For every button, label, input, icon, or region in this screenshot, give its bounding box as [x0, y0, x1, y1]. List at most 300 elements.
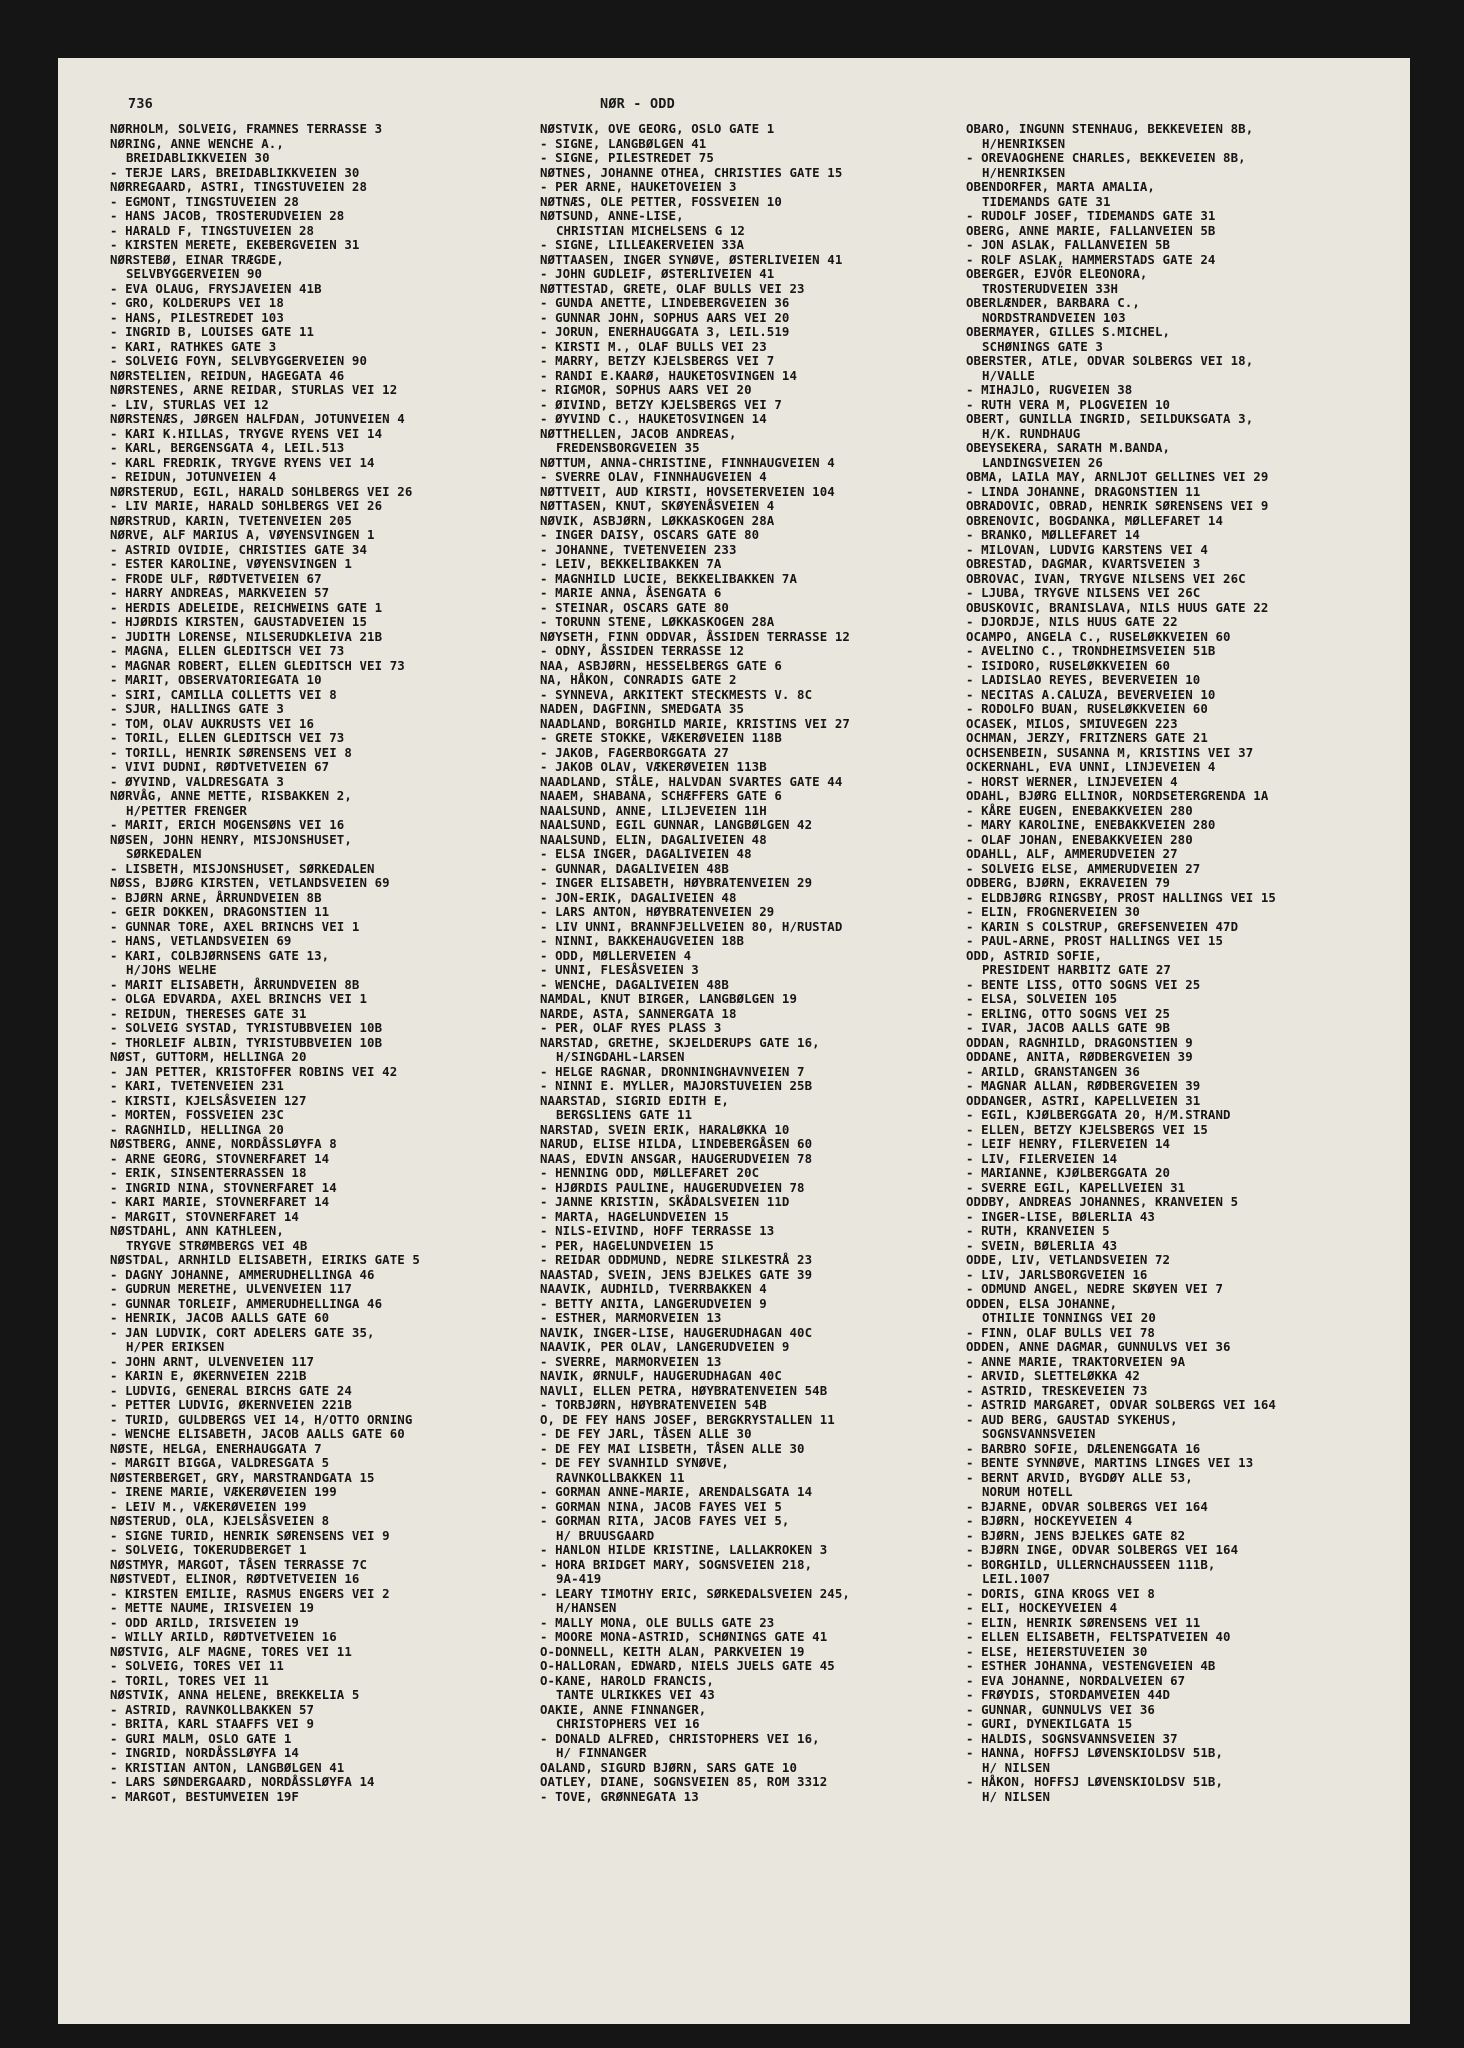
- directory-subentry: - GRETE STOKKE, VÆKERØVEIEN 118B: [540, 730, 782, 745]
- directory-subentry: - OLGA EDVARDA, AXEL BRINCHS VEI 1: [110, 991, 368, 1006]
- directory-entry: NAVLI, ELLEN PETRA, HØYBRATENVEIEN 54B: [540, 1382, 828, 1398]
- directory-subentry: - HANS JACOB, TROSTERUDVEIEN 28: [110, 208, 345, 223]
- directory-entry: SØRKEDALEN: [126, 846, 202, 861]
- directory-entry: OBERT, GUNILLA INGRID, SEILDUKSGATA 3,: [966, 411, 1254, 426]
- directory-entry: OBMA, LAILA MAY, ARNLJOT GELLINES VEI 29: [966, 469, 1269, 484]
- directory-subentry: - WENCHE, DAGALIVEIEN 48B: [540, 976, 729, 992]
- directory-entry: ODAHLL, ALF, AMMERUDVEIEN 27: [966, 846, 1178, 861]
- directory-subentry: - MAGNAR ALLAN, RØDBERGVEIEN 39: [966, 1078, 1201, 1093]
- directory-subentry: - WILLY ARILD, RØDTVETVEIEN 16: [110, 1629, 337, 1644]
- directory-entry: OCHSENBEIN, SUSANNA M, KRISTINS VEI 37: [966, 744, 1254, 760]
- directory-subentry: - ESTHER JOHANNA, VESTENGVEIEN 4B: [966, 1658, 1216, 1673]
- directory-entry: NØYSETH, FINN ODDVAR, ÅSSIDEN TERRASSE 12: [540, 628, 850, 644]
- directory-entry: O, DE FEY HANS JOSEF, BERGKRYSTALLEN 11: [540, 1411, 835, 1427]
- directory-subentry: - JOHN ARNT, ULVENVEIEN 117: [110, 1353, 315, 1369]
- directory-entry: OATLEY, DIANE, SOGNSVEIEN 85, ROM 3312: [540, 1774, 828, 1789]
- directory-subentry: - BENTE LISS, OTTO SOGNS VEI 25: [966, 976, 1201, 992]
- directory-entry: ODDAN, RAGNHILD, DRAGONSTIEN 9: [966, 1034, 1193, 1050]
- directory-subentry: - PETTER LUDVIG, ØKERNVEIEN 221B: [110, 1397, 352, 1412]
- directory-subentry: - SIRI, CAMILLA COLLETTS VEI 8: [110, 686, 337, 702]
- directory-subentry: - NILS-EIVIND, HOFF TERRASSE 13: [540, 1223, 775, 1238]
- directory-subentry: - DE FEY MAI LISBETH, TÅSEN ALLE 30: [540, 1440, 805, 1456]
- directory-entry: OBENDORFER, MARTA AMALIA,: [966, 179, 1155, 194]
- directory-subentry: - JAN PETTER, KRISTOFFER ROBINS VEI 42: [110, 1063, 398, 1079]
- directory-entry: BREIDABLIKKVEIEN 30: [126, 150, 270, 165]
- directory-entry: NØRVÅG, ANNE METTE, RISBAKKEN 2,: [110, 788, 352, 803]
- directory-subentry: - MAGNA, ELLEN GLEDITSCH VEI 73: [110, 643, 345, 658]
- directory-subentry: - REIDUN, THERESES GATE 31: [110, 1005, 307, 1021]
- directory-subentry: - KARIN S COLSTRUP, GREFSENVEIEN 47D: [966, 918, 1239, 934]
- directory-subentry: - EVA OLAUG, FRYSJAVEIEN 41B: [110, 280, 322, 296]
- directory-subentry: - ELLEN ELISABETH, FELTSPATVEIEN 40: [966, 1629, 1231, 1644]
- directory-entry: OBERMAYER, GILLES S.MICHEL,: [966, 324, 1171, 339]
- directory-subentry: - LISBETH, MISJONSHUSET, SØRKEDALEN: [110, 860, 375, 876]
- directory-subentry: - PAUL-ARNE, PROST HALLINGS VEI 15: [966, 933, 1224, 948]
- directory-subentry: - GURI MALM, OSLO GATE 1: [110, 1730, 292, 1746]
- directory-entry: NØRHOLM, SOLVEIG, FRAMNES TERRASSE 3: [110, 122, 383, 136]
- directory-subentry: - MARGIT, STOVNERFARET 14: [110, 1208, 299, 1224]
- directory-entry: NØST, GUTTORM, HELLINGA 20: [110, 1049, 307, 1064]
- directory-entry: NADEN, DAGFINN, SMEDGATA 35: [540, 701, 745, 716]
- directory-entry: NØSTERBERGET, GRY, MARSTRANDGATA 15: [110, 1469, 375, 1485]
- directory-subentry: - BERNT ARVID, BYGDØY ALLE 53,: [966, 1469, 1193, 1485]
- directory-entry: NØRING, ANNE WENCHE A.,: [110, 135, 284, 151]
- directory-subentry: - INGRID, NORDÅSSLØYFA 14: [110, 1745, 299, 1760]
- directory-entry: CHRISTIAN MICHELSENS G 12: [556, 222, 745, 238]
- directory-entry: NØTSUND, ANNE-LISE,: [540, 208, 684, 223]
- directory-entry: NØSEN, JOHN HENRY, MISJONSHUSET,: [110, 831, 352, 847]
- directory-subentry: - IRENE MARIE, VÆKERØVEIEN 199: [110, 1484, 337, 1499]
- directory-entry: H/ NILSEN: [982, 1788, 1051, 1804]
- directory-subentry: - UNNI, FLESÅSVEIEN 3: [540, 962, 699, 977]
- directory-subentry: - NINNI, BAKKEHAUGVEIEN 18B: [540, 933, 745, 948]
- directory-subentry: - LEIF HENRY, FILERVEIEN 14: [966, 1136, 1171, 1151]
- directory-subentry: - JON ASLAK, FALLANVEIEN 5B: [966, 237, 1171, 252]
- directory-subentry: - BJØRN ARNE, ÅRRUNDVEIEN 8B: [110, 889, 322, 905]
- directory-entry: RAVNKOLLBAKKEN 11: [556, 1469, 685, 1485]
- directory-entry: NA, HÅKON, CONRADIS GATE 2: [540, 672, 737, 687]
- directory-subentry: - SOLVEIG ELSE, AMMERUDVEIEN 27: [966, 860, 1201, 876]
- directory-subentry: - RODOLFO BUAN, RUSELØKKVEIEN 60: [966, 701, 1208, 716]
- directory-entry: NARUD, ELISE HILDA, LINDEBERGÅSEN 60: [540, 1136, 813, 1151]
- directory-subentry: - ODNY, ÅSSIDEN TERRASSE 12: [540, 643, 745, 658]
- directory-subentry: - JORUN, ENERHAUGGATA 3, LEIL.519: [540, 324, 790, 339]
- directory-subentry: - LIV MARIE, HARALD SOHLBERGS VEI 26: [110, 498, 383, 513]
- directory-entry: NARSTAD, GRETHE, SKJELDERUPS GATE 16,: [540, 1034, 820, 1050]
- directory-subentry: - ELDBJØRG RINGSBY, PROST HALLINGS VEI 15: [966, 889, 1276, 905]
- directory-entry: ODDEN, ELSA JOHANNE,: [966, 1295, 1118, 1311]
- directory-subentry: - MIHAJLO, RUGVEIEN 38: [966, 382, 1133, 397]
- directory-subentry: - LARS SØNDERGAARD, NORDÅSSLØYFA 14: [110, 1774, 375, 1789]
- directory-subentry: - RANDI E.KAARØ, HAUKETOSVINGEN 14: [540, 367, 798, 383]
- directory-subentry: - KARI K.HILLAS, TRYGVE RYENS VEI 14: [110, 425, 383, 441]
- directory-subentry: - GUNNAR JOHN, SOPHUS AARS VEI 20: [540, 309, 790, 325]
- directory-subentry: - HORST WERNER, LINJEVEIEN 4: [966, 773, 1178, 789]
- directory-entry: OCAMPO, ANGELA C., RUSELØKKVEIEN 60: [966, 628, 1231, 644]
- directory-subentry: - REIDAR ODDMUND, NEDRE SILKESTRÅ 23: [540, 1252, 813, 1267]
- directory-subentry: - ELIN, HENRIK SØRENSENS VEI 11: [966, 1614, 1201, 1630]
- directory-entry: NARDE, ASTA, SANNERGATA 18: [540, 1005, 737, 1021]
- directory-subentry: - TORBJØRN, HØYBRATENVEIEN 54B: [540, 1397, 767, 1412]
- directory-subentry: - BJARNE, ODVAR SOLBERGS VEI 164: [966, 1498, 1208, 1514]
- directory-subentry: - BARBRO SOFIE, DÆLENENGGATA 16: [966, 1440, 1201, 1456]
- directory-subentry: - ISIDORO, RUSELØKKVEIEN 60: [966, 657, 1171, 673]
- directory-subentry: - MARTA, HAGELUNDVEIEN 15: [540, 1208, 729, 1224]
- directory-entry: NØSTVEDT, ELINOR, RØDTVETVEIEN 16: [110, 1571, 360, 1586]
- directory-entry: NØTTASEN, KNUT, SKØYENÅSVEIEN 4: [540, 498, 775, 513]
- directory-entry: NØSTDAHL, ANN KATHLEEN,: [110, 1223, 284, 1238]
- directory-entry: H/VALLE: [982, 367, 1035, 383]
- directory-entry: OBRADOVIC, OBRAD, HENRIK SØRENSENS VEI 9: [966, 498, 1269, 513]
- directory-entry: NAALSUND, ANNE, LILJEVEIEN 11H: [540, 802, 767, 818]
- directory-subentry: - VIVI DUDNI, RØDTVETVEIEN 67: [110, 759, 330, 774]
- directory-subentry: - RAGNHILD, HELLINGA 20: [110, 1121, 284, 1137]
- directory-entry: NØSS, BJØRG KIRSTEN, VETLANDSVEIEN 69: [110, 875, 390, 890]
- directory-subentry: - RUDOLF JOSEF, TIDEMANDS GATE 31: [966, 208, 1216, 223]
- directory-entry: NØTTAASEN, INGER SYNØVE, ØSTERLIVEIEN 41: [540, 251, 843, 267]
- directory-subentry: - HJØRDIS KIRSTEN, GAUSTADVEIEN 15: [110, 614, 368, 629]
- directory-subentry: - MARIT, OBSERVATORIEGATA 10: [110, 672, 322, 687]
- directory-entry: 9A-419: [556, 1571, 602, 1586]
- directory-subentry: - JON-ERIK, DAGALIVEIEN 48: [540, 889, 737, 905]
- directory-subentry: - SIGNE TURID, HENRIK SØRENSENS VEI 9: [110, 1527, 390, 1543]
- directory-entry: NAARSTAD, SIGRID EDITH E,: [540, 1092, 729, 1108]
- directory-subentry: - GUNNAR, DAGALIVEIEN 48B: [540, 860, 729, 876]
- directory-subentry: - TORIL, TORES VEI 11: [110, 1672, 269, 1688]
- directory-subentry: - KIRSTEN MERETE, EKEBERGVEIEN 31: [110, 237, 360, 252]
- directory-entry: H/HENRIKSEN: [982, 135, 1066, 151]
- directory-subentry: - GUNDA ANETTE, LINDEBERGVEIEN 36: [540, 295, 790, 310]
- directory-subentry: - GUNNAR TORE, AXEL BRINCHS VEI 1: [110, 918, 360, 934]
- directory-subentry: - HARRY ANDREAS, MARKVEIEN 57: [110, 585, 330, 600]
- directory-subentry: - ANNE MARIE, TRAKTORVEIEN 9A: [966, 1353, 1186, 1369]
- directory-subentry: - ODD ARILD, IRISVEIEN 19: [110, 1614, 299, 1630]
- directory-subentry: - JAKOB OLAV, VÆKERØVEIEN 113B: [540, 759, 767, 774]
- directory-entry: NØSTVIK, ANNA HELENE, BREKKELIA 5: [110, 1687, 360, 1702]
- directory-subentry: - BJØRN INGE, ODVAR SOLBERGS VEI 164: [966, 1542, 1239, 1557]
- directory-subentry: - OREVAOGHENE CHARLES, BEKKEVEIEN 8B,: [966, 150, 1246, 165]
- directory-entry: OCHMAN, JERZY, FRITZNERS GATE 21: [966, 730, 1208, 745]
- directory-subentry: - LEARY TIMOTHY ERIC, SØRKEDALSVEIEN 245,: [540, 1585, 850, 1601]
- directory-entry: H/K. RUNDHAUG: [982, 425, 1081, 441]
- directory-subentry: - METTE NAUME, IRISVEIEN 19: [110, 1600, 315, 1615]
- directory-subentry: - WENCHE ELISABETH, JACOB AALLS GATE 60: [110, 1426, 405, 1441]
- directory-subentry: - HORA BRIDGET MARY, SOGNSVEIEN 218,: [540, 1556, 813, 1572]
- page-number: 736: [128, 96, 153, 112]
- directory-subentry: - MARRY, BETZY KJELSBERGS VEI 7: [540, 353, 775, 368]
- directory-subentry: - TURID, GULDBERGS VEI 14, H/OTTO ORNING: [110, 1411, 413, 1427]
- directory-subentry: - PER, HAGELUNDVEIEN 15: [540, 1237, 714, 1253]
- directory-subentry: - IVAR, JACOB AALLS GATE 9B: [966, 1020, 1171, 1035]
- directory-entry: TRYGVE STRØMBERGS VEI 4B: [126, 1237, 308, 1253]
- directory-entry: NØSTE, HELGA, ENERHAUGGATA 7: [110, 1440, 322, 1456]
- directory-subentry: - MARIT, ERICH MOGENSØNS VEI 16: [110, 817, 345, 832]
- directory-subentry: - HJØRDIS PAULINE, HAUGERUDVEIEN 78: [540, 1179, 805, 1195]
- directory-entry: NAADLAND, BORGHILD MARIE, KRISTINS VEI 27: [540, 715, 850, 731]
- directory-subentry: - GUNNAR TORLEIF, AMMERUDHELLINGA 46: [110, 1295, 383, 1311]
- directory-subentry: - SIGNE, LANGBØLGEN 41: [540, 135, 707, 151]
- directory-entry: ODBERG, BJØRN, EKRAVEIEN 79: [966, 875, 1171, 890]
- directory-subentry: - NECITAS A.CALUZA, BEVERVEIEN 10: [966, 686, 1216, 702]
- directory-entry: NAALSUND, ELIN, DAGALIVEIEN 48: [540, 831, 767, 847]
- directory-subentry: - ESTHER, MARMORVEIEN 13: [540, 1310, 722, 1325]
- directory-entry: NØRSTERUD, EGIL, HARALD SOHLBERGS VEI 26: [110, 483, 413, 499]
- directory-subentry: - KARL, BERGENSGATA 4, LEIL.513: [110, 440, 345, 455]
- directory-subentry: - RIGMOR, SOPHUS AARS VEI 20: [540, 382, 752, 397]
- directory-subentry: - ASTRID OVIDIE, CHRISTIES GATE 34: [110, 541, 368, 557]
- directory-subentry: - SOLVEIG, TORES VEI 11: [110, 1658, 284, 1673]
- directory-subentry: - JOHN GUDLEIF, ØSTERLIVEIEN 41: [540, 266, 775, 281]
- directory-subentry: - LUDVIG, GENERAL BIRCHS GATE 24: [110, 1382, 352, 1398]
- directory-subentry: - ASTRID, TRESKEVEIEN 73: [966, 1382, 1148, 1398]
- directory-entry: TIDEMANDS GATE 31: [982, 193, 1111, 209]
- directory-entry: NØRSTENES, ARNE REIDAR, STURLAS VEI 12: [110, 382, 398, 397]
- directory-entry: TANTE ULRIKKES VEI 43: [556, 1687, 715, 1702]
- directory-entry: NØRSTELIEN, REIDUN, HAGEGATA 46: [110, 367, 345, 383]
- directory-subentry: - HARALD F, TINGSTUVEIEN 28: [110, 222, 315, 238]
- directory-entry: TROSTERUDVEIEN 33H: [982, 280, 1119, 296]
- directory-subentry: - EGIL, KJØLBERGGATA 20, H/M.STRAND: [966, 1107, 1231, 1122]
- directory-subentry: - SVERRE OLAV, FINNHAUGVEIEN 4: [540, 469, 767, 484]
- directory-entry: ODDBY, ANDREAS JOHANNES, KRANVEIEN 5: [966, 1194, 1239, 1209]
- directory-subentry: - ELLEN, BETZY KJELSBERGS VEI 15: [966, 1121, 1208, 1137]
- directory-subentry: - STEINAR, OSCARS GATE 80: [540, 599, 729, 615]
- directory-entry: NARSTAD, SVEIN ERIK, HARALØKKA 10: [540, 1121, 790, 1137]
- directory-subentry: - DONALD ALFRED, CHRISTOPHERS VEI 16,: [540, 1730, 820, 1746]
- directory-subentry: - INGER-LISE, BØLERLIA 43: [966, 1208, 1155, 1224]
- directory-entry: NORUM HOTELL: [982, 1484, 1073, 1499]
- directory-subentry: - MARGIT BIGGA, VALDRESGATA 5: [110, 1455, 330, 1470]
- directory-subentry: - TERJE LARS, BREIDABLIKKVEIEN 30: [110, 164, 360, 180]
- directory-entry: H/ FINNANGER: [556, 1745, 647, 1760]
- directory-subentry: - HÅKON, HOFFSJ LØVENSKIOLDSV 51B,: [966, 1774, 1224, 1789]
- directory-subentry: - SVERRE EGIL, KAPELLVEIEN 31: [966, 1179, 1186, 1195]
- directory-entry: ODDE, LIV, VETLANDSVEIEN 72: [966, 1252, 1171, 1267]
- directory-subentry: - ERIK, SINSENTERRASSEN 18: [110, 1165, 307, 1180]
- directory-subentry: - MARY KAROLINE, ENEBAKKVEIEN 280: [966, 817, 1216, 832]
- directory-subentry: - GUDRUN MERETHE, ULVENVEIEN 117: [110, 1281, 352, 1296]
- directory-subentry: - GURI, DYNEKILGATA 15: [966, 1716, 1133, 1731]
- directory-entry: H/PETTER FRENGER: [126, 802, 247, 818]
- directory-entry: H/HENRIKSEN: [982, 164, 1066, 180]
- directory-subentry: - ELIN, FROGNERVEIEN 30: [966, 904, 1140, 919]
- directory-subentry: - ASTRID MARGARET, ODVAR SOLBERGS VEI 164: [966, 1397, 1276, 1412]
- directory-subentry: - SJUR, HALLINGS GATE 3: [110, 701, 284, 716]
- directory-entry: NØTTVEIT, AUD KIRSTI, HOVSETERVEIEN 104: [540, 483, 835, 499]
- directory-entry: NØTNES, JOHANNE OTHEA, CHRISTIES GATE 15: [540, 164, 843, 180]
- directory-entry: H/ NILSEN: [982, 1759, 1051, 1775]
- directory-subentry: - ELSE, HEIERSTUVEIEN 30: [966, 1643, 1148, 1659]
- directory-entry: OCASEK, MILOS, SMIUVEGEN 223: [966, 715, 1178, 731]
- directory-subentry: - ROLF ASLAK, HAMMERSTADS GATE 24: [966, 251, 1216, 267]
- directory-subentry: - RUTH, KRANVEIEN 5: [966, 1223, 1110, 1238]
- directory-subentry: - MAGNHILD LUCIE, BEKKELIBAKKEN 7A: [540, 570, 798, 586]
- directory-subentry: - DE FEY SVANHILD SYNØVE,: [540, 1455, 729, 1470]
- directory-subentry: - ODD, MØLLERVEIEN 4: [540, 947, 692, 963]
- directory-entry: H/ BRUUSGAARD: [556, 1527, 655, 1543]
- directory-subentry: - SIGNE, LILLEAKERVEIEN 33A: [540, 237, 745, 252]
- directory-subentry: - MARIANNE, KJØLBERGGATA 20: [966, 1165, 1171, 1180]
- directory-subentry: - HERDIS ADELEIDE, REICHWEINS GATE 1: [110, 599, 383, 615]
- directory-subentry: - DAGNY JOHANNE, AMMERUDHELLINGA 46: [110, 1266, 375, 1282]
- directory-subentry: - TORIL, ELLEN GLEDITSCH VEI 73: [110, 730, 345, 745]
- directory-subentry: - LEIV M., VÆKERØVEIEN 199: [110, 1498, 307, 1514]
- directory-subentry: - SIGNE, PILESTREDET 75: [540, 150, 714, 165]
- directory-subentry: - LIV, STURLAS VEI 12: [110, 396, 269, 412]
- directory-subentry: - BENTE SYNNØVE, MARTINS LINGES VEI 13: [966, 1455, 1254, 1470]
- directory-entry: NAALSUND, EGIL GUNNAR, LANGBØLGEN 42: [540, 817, 813, 832]
- directory-subentry: - HELGE RAGNAR, DRONNINGHAVNVEIEN 7: [540, 1063, 805, 1079]
- directory-entry: ODDEN, ANNE DAGMAR, GUNNULVS VEI 36: [966, 1339, 1231, 1354]
- directory-entry: OBERG, ANNE MARIE, FALLANVEIEN 5B: [966, 222, 1216, 238]
- directory-entry: NAAVIK, AUDHILD, TVERRBAKKEN 4: [540, 1281, 767, 1296]
- directory-subentry: - HALDIS, SOGNSVANNSVEIEN 37: [966, 1730, 1178, 1746]
- directory-entry: NØRSTRUD, KARIN, TVETENVEIEN 205: [110, 512, 352, 528]
- directory-entry: NØTTHELLEN, JACOB ANDREAS,: [540, 425, 737, 441]
- directory-subentry: - JUDITH LORENSE, NILSERUDKLEIVA 21B: [110, 628, 383, 644]
- directory-subentry: - SVEIN, BØLERLIA 43: [966, 1237, 1118, 1253]
- directory-entry: NAVIK, INGER-LISE, HAUGERUDHAGAN 40C: [540, 1324, 813, 1340]
- directory-subentry: - ELI, HOCKEYVEIEN 4: [966, 1600, 1118, 1615]
- directory-subentry: - ELSA, SOLVEIEN 105: [966, 991, 1118, 1006]
- directory-subentry: - BRANKO, MØLLEFARET 14: [966, 527, 1140, 542]
- directory-subentry: - FINN, OLAF BULLS VEI 78: [966, 1324, 1155, 1340]
- directory-subentry: - BETTY ANITA, LANGERUDVEIEN 9: [540, 1295, 767, 1311]
- directory-subentry: - FRODE ULF, RØDTVETVEIEN 67: [110, 570, 322, 586]
- directory-subentry: - GRO, KOLDERUPS VEI 18: [110, 295, 284, 310]
- directory-subentry: - MARGOT, BESTUMVEIEN 19F: [110, 1788, 299, 1804]
- directory-entry: OBERGER, EJVÖR ELEONORA,: [966, 266, 1148, 281]
- directory-subentry: - TORILL, HENRIK SØRENSENS VEI 8: [110, 744, 352, 760]
- directory-entry: OTHILIE TONNINGS VEI 20: [982, 1310, 1156, 1325]
- directory-entry: NØSTMYR, MARGOT, TÅSEN TERRASSE 7C: [110, 1556, 368, 1572]
- directory-subentry: - SYNNEVA, ARKITEKT STECKMESTS V. 8C: [540, 686, 813, 702]
- directory-subentry: - ERLING, OTTO SOGNS VEI 25: [966, 1005, 1171, 1021]
- directory-subentry: - INGRID B, LOUISES GATE 11: [110, 324, 315, 339]
- directory-subentry: - BJØRN, HOCKEYVEIEN 4: [966, 1513, 1133, 1528]
- directory-entry: FREDENSBORGVEIEN 35: [556, 440, 700, 455]
- directory-subentry: - LINDA JOHANNE, DRAGONSTIEN 11: [966, 483, 1201, 499]
- directory-subentry: - KARIN E, ØKERNVEIEN 221B: [110, 1368, 307, 1383]
- directory-subentry: - MILOVAN, LUDVIG KARSTENS VEI 4: [966, 541, 1208, 557]
- directory-entry: OBUSKOVIC, BRANISLAVA, NILS HUUS GATE 22: [966, 599, 1269, 615]
- directory-subentry: - AUD BERG, GAUSTAD SYKEHUS,: [966, 1411, 1178, 1427]
- directory-entry: NØRSTEBØ, EINAR TRÆGDE,: [110, 251, 284, 267]
- directory-subentry: - MALLY MONA, OLE BULLS GATE 23: [540, 1614, 775, 1630]
- directory-subentry: - ØIVIND, BETZY KJELSBERGS VEI 7: [540, 396, 782, 412]
- directory-entry: OBRESTAD, DAGMAR, KVARTSVEIEN 3: [966, 556, 1201, 571]
- directory-entry: NØSTBERG, ANNE, NORDÅSSLØYFA 8: [110, 1136, 337, 1151]
- directory-subentry: - INGER ELISABETH, HØYBRATENVEIEN 29: [540, 875, 813, 890]
- directory-entry: NØRVE, ALF MARIUS A, VØYENSVINGEN 1: [110, 527, 375, 542]
- directory-subentry: - LIV, JARLSBORGVEIEN 16: [966, 1266, 1148, 1282]
- directory-entry: LEIL.1007: [982, 1571, 1051, 1586]
- directory-subentry: - OLAF JOHAN, ENEBAKKVEIEN 280: [966, 831, 1193, 847]
- directory-subentry: - LIV UNNI, BRANNFJELLVEIEN 80, H/RUSTAD: [540, 918, 843, 934]
- directory-entry: NØTTESTAD, GRETE, OLAF BULLS VEI 23: [540, 280, 805, 296]
- directory-column-1: [110, 122, 536, 2002]
- directory-entry: BERGSLIENS GATE 11: [556, 1107, 693, 1122]
- directory-entry: NØSTDAL, ARNHILD ELISABETH, EIRIKS GATE 5: [110, 1252, 420, 1267]
- directory-entry: NORDSTRANDVEIEN 103: [982, 309, 1126, 325]
- directory-entry: H/SINGDAHL-LARSEN: [556, 1049, 685, 1064]
- directory-subentry: - JOHANNE, TVETENVEIEN 233: [540, 541, 737, 557]
- directory-subentry: - NINNI E. MYLLER, MAJORSTUVEIEN 25B: [540, 1078, 813, 1093]
- directory-entry: NØSTERUD, OLA, KJELSÅSVEIEN 8: [110, 1513, 330, 1528]
- directory-entry: SELVBYGGERVEIEN 90: [126, 266, 263, 281]
- directory-subentry: - LJUBA, TRYGVE NILSENS VEI 26C: [966, 585, 1201, 600]
- directory-subentry: - ØYVIND, VALDRESGATA 3: [110, 773, 284, 789]
- directory-entry: H/PER ERIKSEN: [126, 1339, 225, 1354]
- directory-subentry: - TOM, OLAV AUKRUSTS VEI 16: [110, 715, 315, 731]
- directory-subentry: - MARIT ELISABETH, ÅRRUNDVEIEN 8B: [110, 976, 360, 992]
- directory-subentry: - HANS, PILESTREDET 103: [110, 309, 284, 325]
- directory-subentry: - HANLON HILDE KRISTINE, LALLAKROKEN 3: [540, 1542, 828, 1557]
- directory-entry: NAA, ASBJØRN, HESSELBERGS GATE 6: [540, 657, 782, 673]
- directory-subentry: - ELSA INGER, DAGALIVEIEN 48: [540, 846, 752, 861]
- directory-entry: OBRENOVIC, BOGDANKA, MØLLEFARET 14: [966, 512, 1224, 528]
- directory-subentry: - KARL FREDRIK, TRYGVE RYENS VEI 14: [110, 454, 375, 470]
- directory-column-2: [540, 122, 968, 2002]
- directory-subentry: - RUTH VERA M, PLOGVEIEN 10: [966, 396, 1171, 412]
- directory-subentry: - REIDUN, JOTUNVEIEN 4: [110, 469, 277, 484]
- directory-subentry: - HENRIK, JACOB AALLS GATE 60: [110, 1310, 330, 1325]
- directory-entry: NAAS, EDVIN ANSGAR, HAUGERUDVEIEN 78: [540, 1150, 813, 1166]
- directory-entry: NØTNÆS, OLE PETTER, FOSSVEIEN 10: [540, 193, 782, 209]
- directory-subentry: - AVELINO C., TRONDHEIMSVEIEN 51B: [966, 643, 1216, 658]
- directory-subentry: - KRISTIAN ANTON, LANGBØLGEN 41: [110, 1759, 345, 1775]
- directory-subentry: - BJØRN, JENS BJELKES GATE 82: [966, 1527, 1186, 1543]
- directory-entry: LANDINGSVEIEN 26: [982, 454, 1103, 470]
- directory-entry: NØRSTENÆS, JØRGEN HALFDAN, JOTUNVEIEN 4: [110, 411, 405, 426]
- directory-subentry: - PER, OLAF RYES PLASS 3: [540, 1020, 722, 1035]
- directory-subentry: - MARIE ANNA, ÅSENGATA 6: [540, 585, 722, 600]
- directory-entry: OBROVAC, IVAN, TRYGVE NILSENS VEI 26C: [966, 570, 1246, 586]
- directory-entry: OBARO, INGUNN STENHAUG, BEKKEVEIEN 8B,: [966, 122, 1254, 136]
- directory-subentry: - KARI, TVETENVEIEN 231: [110, 1078, 284, 1093]
- directory-subentry: - KARI, RATHKES GATE 3: [110, 338, 277, 354]
- directory-entry: NØVIK, ASBJØRN, LØKKASKOGEN 28A: [540, 512, 775, 528]
- directory-subentry: - KARI MARIE, STOVNERFARET 14: [110, 1194, 330, 1209]
- directory-entry: O-DONNELL, KEITH ALAN, PARKVEIEN 19: [540, 1643, 805, 1659]
- directory-entry: OCKERNAHL, EVA UNNI, LINJEVEIEN 4: [966, 759, 1216, 774]
- directory-entry: OBEYSEKERA, SARATH M.BANDA,: [966, 440, 1171, 455]
- directory-subentry: - HANS, VETLANDSVEIEN 69: [110, 933, 292, 948]
- directory-subentry: - DE FEY JARL, TÅSEN ALLE 30: [540, 1426, 752, 1441]
- directory-subentry: - KÅRE EUGEN, ENEBAKKVEIEN 280: [966, 802, 1193, 818]
- directory-subentry: - FRØYDIS, STORDAMVEIEN 44D: [966, 1687, 1171, 1702]
- directory-subentry: - LADISLAO REYES, BEVERVEIEN 10: [966, 672, 1201, 687]
- directory-subentry: - GORMAN NINA, JACOB FAYES VEI 5: [540, 1498, 782, 1514]
- directory-subentry: - ASTRID, RAVNKOLLBAKKEN 57: [110, 1701, 315, 1717]
- directory-entry: O-KANE, HAROLD FRANCIS,: [540, 1672, 714, 1688]
- directory-subentry: - GORMAN ANNE-MARIE, ARENDALSGATA 14: [540, 1484, 813, 1499]
- directory-subentry: - THORLEIF ALBIN, TYRISTUBBVEIEN 10B: [110, 1034, 383, 1050]
- directory-entry: CHRISTOPHERS VEI 16: [556, 1716, 700, 1731]
- directory-entry: NØSTVIK, OVE GEORG, OSLO GATE 1: [540, 122, 775, 136]
- directory-entry: ODDANE, ANITA, RØDBERGVEIEN 39: [966, 1049, 1193, 1064]
- directory-entry: OBERSTER, ATLE, ODVAR SOLBERGS VEI 18,: [966, 353, 1254, 368]
- directory-entry: NAMDAL, KNUT BIRGER, LANGBØLGEN 19: [540, 991, 798, 1006]
- directory-entry: OALAND, SIGURD BJØRN, SARS GATE 10: [540, 1759, 798, 1775]
- directory-entry: H/HANSEN: [556, 1600, 617, 1615]
- directory-subentry: - GUNNAR, GUNNULVS VEI 36: [966, 1701, 1155, 1717]
- directory-column-3: [966, 122, 1396, 2002]
- page-range-header: NØR - ODD: [600, 96, 675, 112]
- directory-entry: NAADLAND, STÅLE, HALVDAN SVARTES GATE 44: [540, 773, 843, 789]
- directory-subentry: - GORMAN RITA, JACOB FAYES VEI 5,: [540, 1513, 790, 1528]
- directory-entry: H/JOHS WELHE: [126, 962, 217, 977]
